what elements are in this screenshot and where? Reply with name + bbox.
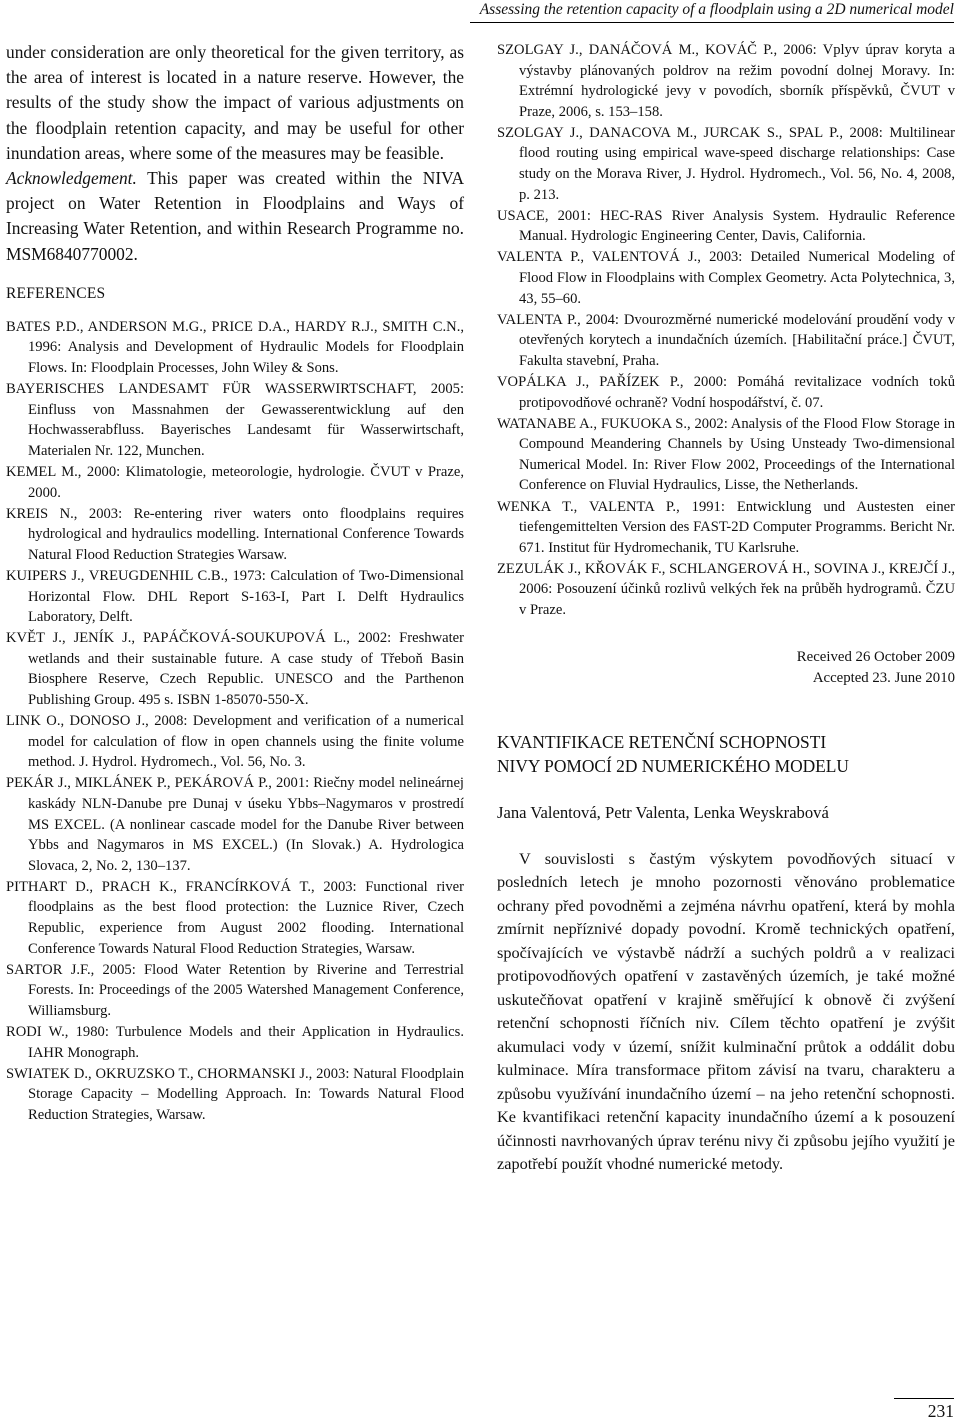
reference-item: KEMEL M., 2000: Klimatologie, meteorologie, hydrologie. ČVUT v Praze, 2000. bbox=[6, 463, 464, 501]
czech-title-line: NIVY POMOCÍ 2D NUMERICKÉHO MODELU bbox=[497, 755, 849, 776]
reference-item: PEKÁR J., MIKLÁNEK P., PEKÁROVÁ P., 2001: Riečny model nelineárnej kaskády NLN-Danube pre Dunaj v úseku Ybbs–Nagymaros v prostredí MS EXCEL. (A nonlinear cascade model for the Danube River between Ybbs and Nagymaros in MS EXCEL.) (In Slovak.) A. Hydrologica Slovaca, 2, No. 2, 130–137. bbox=[6, 775, 464, 874]
reference-item: LINK O., DONOSO J., 2008: Development and verification of a numerical model for calculation of flow in open channels using the finite volume method. J. Hydrol. Hydromech., Vol. 56, No. 3. bbox=[6, 713, 464, 771]
acknowledgement-text: This paper was created within the NIVA project on Water Retention in Floodplains and Ways of Increasing Water Retention, and within Research Programme no. MSM6840770002. bbox=[6, 168, 464, 264]
reference-item: VALENTA P., VALENTOVÁ J., 2003: Detailed Numerical Modeling of Flood Flow in Floodplains with Complex Geometry. Acta Polytechnica, 3, 43, 55–60. bbox=[497, 249, 955, 307]
acknowledgement-paragraph bbox=[6, 166, 464, 267]
reference-item: RODI W., 1980: Turbulence Models and their Application in Hydraulics. IAHR Monograph. bbox=[6, 1024, 464, 1061]
reference-item: VALENTA P., 2004: Dvourozměrné numerické modelování proudění vody v otevřených korytech a inundačních územích. [Habilitační práce.] ČVUT, Fakulta stavební, Praha. bbox=[497, 311, 955, 369]
reference-item: SZOLGAY J., DANACOVA M., JURCAK S., SPAL P., 2008: Multilinear flood routing using empirical wave-speed discharge relationships: Case study on the Morava River, J. Hydrol. Hydromech., Vol. 56, No. 4, 2008, p. 213. bbox=[497, 124, 955, 203]
reference-item: USACE, 2001: HEC-RAS River Analysis System. Hydraulic Reference Manual. Hydrologic Engineering Center, Davis, California. bbox=[497, 207, 955, 245]
accepted-date: Accepted 23. June 2010 bbox=[812, 669, 955, 686]
czech-authors: Jana Valentová, Petr Valenta, Lenka Weyskrabová bbox=[497, 802, 829, 822]
reference-item: WENKA T., VALENTA P., 1991: Entwicklung und Austesten einer tiefengemittelten Version des FAST-2D Computer Programms. Bericht Nr. 671. Institut für Hydromechanik, TU Karlsruhe. bbox=[497, 498, 955, 556]
page-number: 231 bbox=[894, 1398, 954, 1423]
reference-item: KUIPERS J., VREUGDENHIL C.B., 1973: Calculation of Two-Dimensional Horizontal Flow. DHL Report S-163-I, Part I. Delft Hydraulics Laboratory, Delft. bbox=[6, 567, 464, 626]
intro-paragraph: under consideration are only theoretical for the given territory, as the area of interest is located in a nature reserve. However, the results of the study show the impact of various adjustments on the floodplain retention capacity, and may be useful for other inundation areas, where some of the measures may be feasible. bbox=[6, 42, 464, 163]
reference-item: KVĚT J., JENÍK J., PAPÁČKOVÁ-SOUKUPOVÁ L., 2002: Freshwater wetlands and their sustainable future. A case study of Třeboň Basin Biosphere Reserve, Czech Republic. UNESCO and the Parthenon Publishing Group. 495 s. ISBN 1-85070-550-X. bbox=[6, 630, 464, 709]
czech-abstract: V souvislosti s častým výskytem povodňových situací v posledních letech je mnoho pozornosti věnováno problematice ochrany před povodněmi a zejména návrhu opatření, která by mohla zmírnit nepříznivé dopady povodní. Kromě technických opatření, spočívajících ve výstavbě nádrží a suchých poldrů a v realizaci protipovodňových opatření v zastavěných územích, je také možné uskutečňovat opatření v krajině směřující k obnově či zvýšení retenční schopnosti říčních niv. Cílem těchto opatření je zvýšit akumulaci vody v území, snížit kulminační průtok a oddálit dobu kulminace. Míra transformace přitom závisí na tvaru, charakteru a způsobu využívání inundačního území – na jeho retenční schopnosti. Ke kvantifikaci retenční kapacity inundačního území a k posouzení účinnosti navrhovaných úprav terénu nivy či způsobu jejího využití je zapotřebí použít vhodné numerické metody. bbox=[497, 848, 955, 1174]
reference-item: BAYERISCHES LANDESAMT FÜR WASSERWIRTSCHAFT, 2005: Einfluss von Massnahmen der Gewasserentwicklung auf den Hochwasserabfluss. Bayerisches Landesamt für Wasserwirtschaft, Materialen Nr. 122, Munchen. bbox=[6, 381, 464, 459]
reference-item: SZOLGAY J., DANÁČOVÁ M., KOVÁČ P., 2006: Vplyv úprav koryta a výstavby plánovaných poldrov na režim povodní dolnej Moravy. In: Extrémní hydrologické jevy v povodích, sborník příspěvků, ČVUT v Praze, 2006, s. 153–158. bbox=[497, 42, 955, 120]
reference-item: BATES P.D., ANDERSON M.G., PRICE D.A., HARDY R.J., SMITH C.N., 1996: Analysis and Development of Hydraulic Models for Floodplain Flows. In: Floodplain Processes, John Wiley & Sons. bbox=[6, 318, 464, 377]
left-column bbox=[6, 40, 464, 1126]
czech-title-line: KVANTIFIKACE RETENČNÍ SCHOPNOSTI bbox=[497, 731, 827, 752]
received-date: Received 26 October 2009 bbox=[796, 648, 955, 665]
reference-item: SARTOR J.F., 2005: Flood Water Retention by Riverine and Terrestrial Forests. In: Proceedings of the 2005 Watershed Management Conference, Williamsburg. bbox=[6, 961, 464, 1019]
reference-item: WATANABE A., FUKUOKA S., 2002: Analysis of the Flood Flow Storage in Compound Meandering Channels by Using Unsteady Two-dimensional Numerical Model. In: River Flow 2002, Proceedings of the International Conference on Fluvial Hydraulics, Lisse, the Netherlands. bbox=[497, 415, 955, 494]
reference-item: VOPÁLKA J., PAŘÍZEK P., 2000: Pomáhá revitalizace vodních toků protipovodňové ochraně? Vodní hospodářství, č. 07. bbox=[497, 374, 955, 411]
right-column bbox=[497, 40, 955, 1176]
article-dates bbox=[497, 647, 955, 689]
reference-item: ZEZULÁK J., KŘOVÁK F., SCHLANGEROVÁ H., SOVINA J., KREJČÍ J., 2006: Posouzení účinků rozlivů velkých řek na průběh hydrogramů. ČZU v Praze. bbox=[497, 560, 955, 619]
czech-title bbox=[497, 730, 955, 778]
reference-item: KREIS N., 2003: Re-entering river waters onto floodplains requires hydrological and hydraulics modelling. International Conference Towards Natural Flood Reduction Strategies Warsaw. bbox=[6, 505, 464, 563]
reference-item: SWIATEK D., OKRUZSKO T., CHORMANSKI J., 2003: Natural Floodplain Storage Capacity – Modelling Approach. In: Towards Natural Flood Reduction Strategies, Warsaw. bbox=[6, 1065, 464, 1123]
reference-item: PITHART D., PRACH K., FRANCÍRKOVÁ T., 2003: Functional river floodplains as the best flood protection: the Luznice River, Czech Republic, experience from August 2002 flooding. International Conference Towards Natural Flood Reduction Strategies, Warsaw. bbox=[6, 878, 464, 957]
references-heading: REFERENCES bbox=[6, 284, 106, 302]
acknowledgement-label: Acknowledgement. bbox=[6, 168, 137, 189]
running-title: Assessing the retention capacity of a floodplain using a 2D numerical model bbox=[470, 0, 954, 23]
